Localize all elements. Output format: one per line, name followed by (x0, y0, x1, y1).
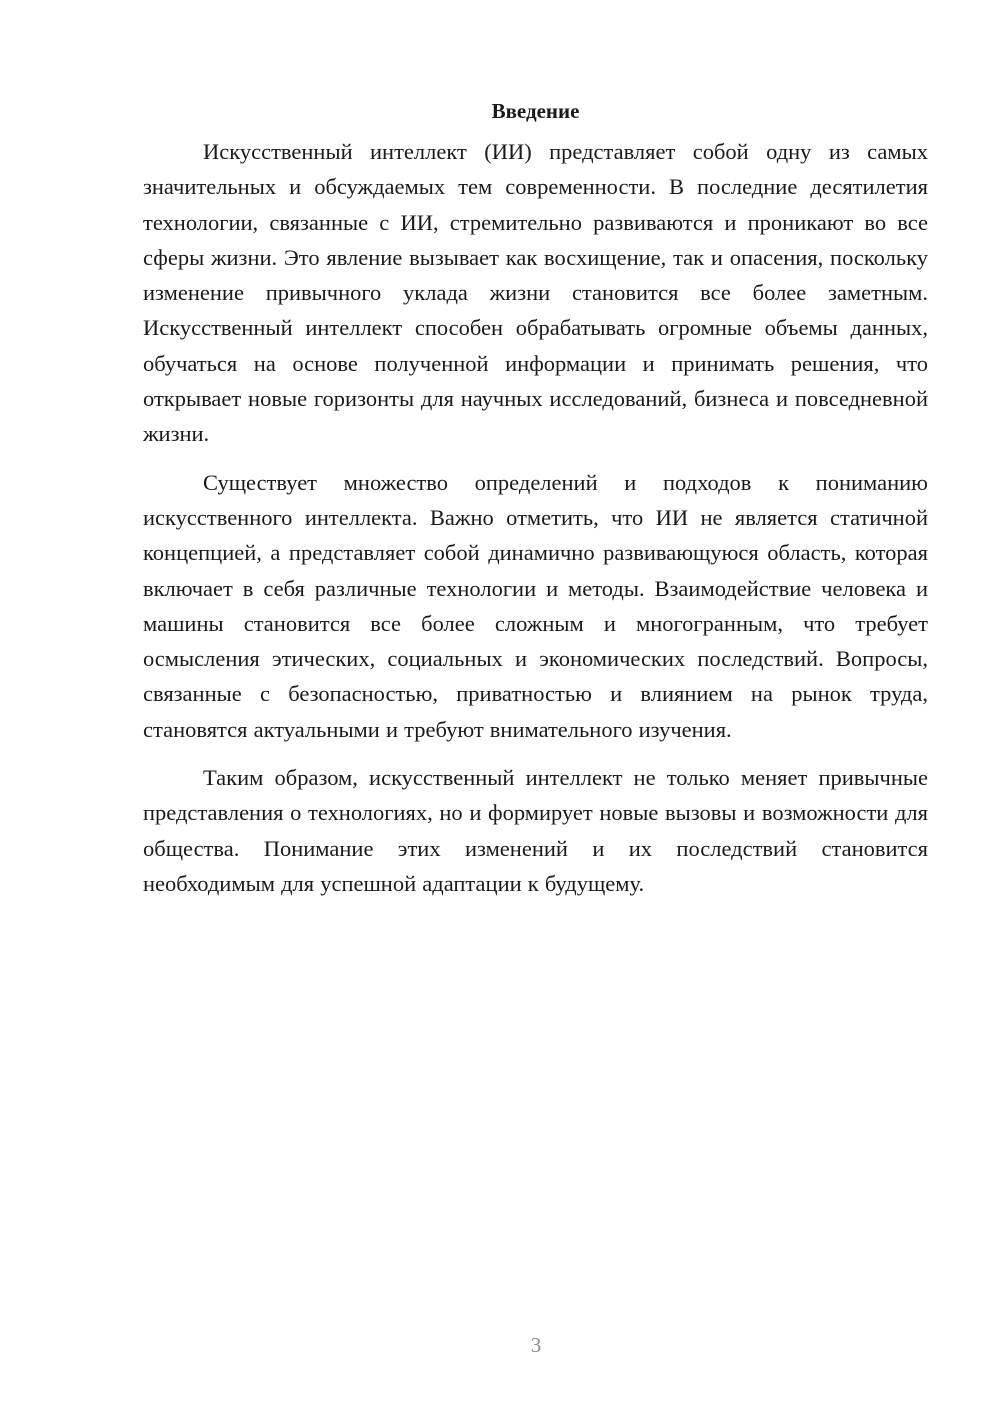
section-title: Введение (491, 99, 580, 123)
paragraph-1: Искусственный интеллект (ИИ) представляет собой одну из самых значительных и обсуждаемых тем современности. В последние десятилетия технологии, связанные с ИИ, стремительно развиваются и проникают во все сферы жизни. Это явление вызывает как восхищение, так и опасения, поскольку изменение привычного уклада жизни становится все более заметным. Искусственный интеллект способен обрабатывать огромные объемы данных, обучаться на основе полученной информации и принимать решения, что открывает новые горизонты для научных исследований, бизнеса и повседневной жизни. (143, 139, 928, 447)
page-number: 3 (530, 1333, 542, 1357)
paragraph-2: Существует множество определений и подходов к пониманию искусственного интеллекта. Важно отметить, что ИИ не является статичной концепцией, а представляет собой динамично развивающуюся область, которая включает в себя различные технологии и методы. Взаимодействие человека и машины становится все более сложным и многогранным, что требует осмысления этических, социальных и экономических последствий. Вопросы, связанные с безопасностью, приватностью и влиянием на рынок труда, становятся актуальными и требуют внимательного изучения. (143, 469, 928, 742)
page-content (143, 96, 928, 914)
paragraph-3: Таким образом, искусственный интеллект не только меняет привычные представления о технологиях, но и формирует новые вызовы и возможности для общества. Понимание этих изменений и их последствий становится необходимым для успешной адаптации к будущему. (143, 765, 928, 896)
